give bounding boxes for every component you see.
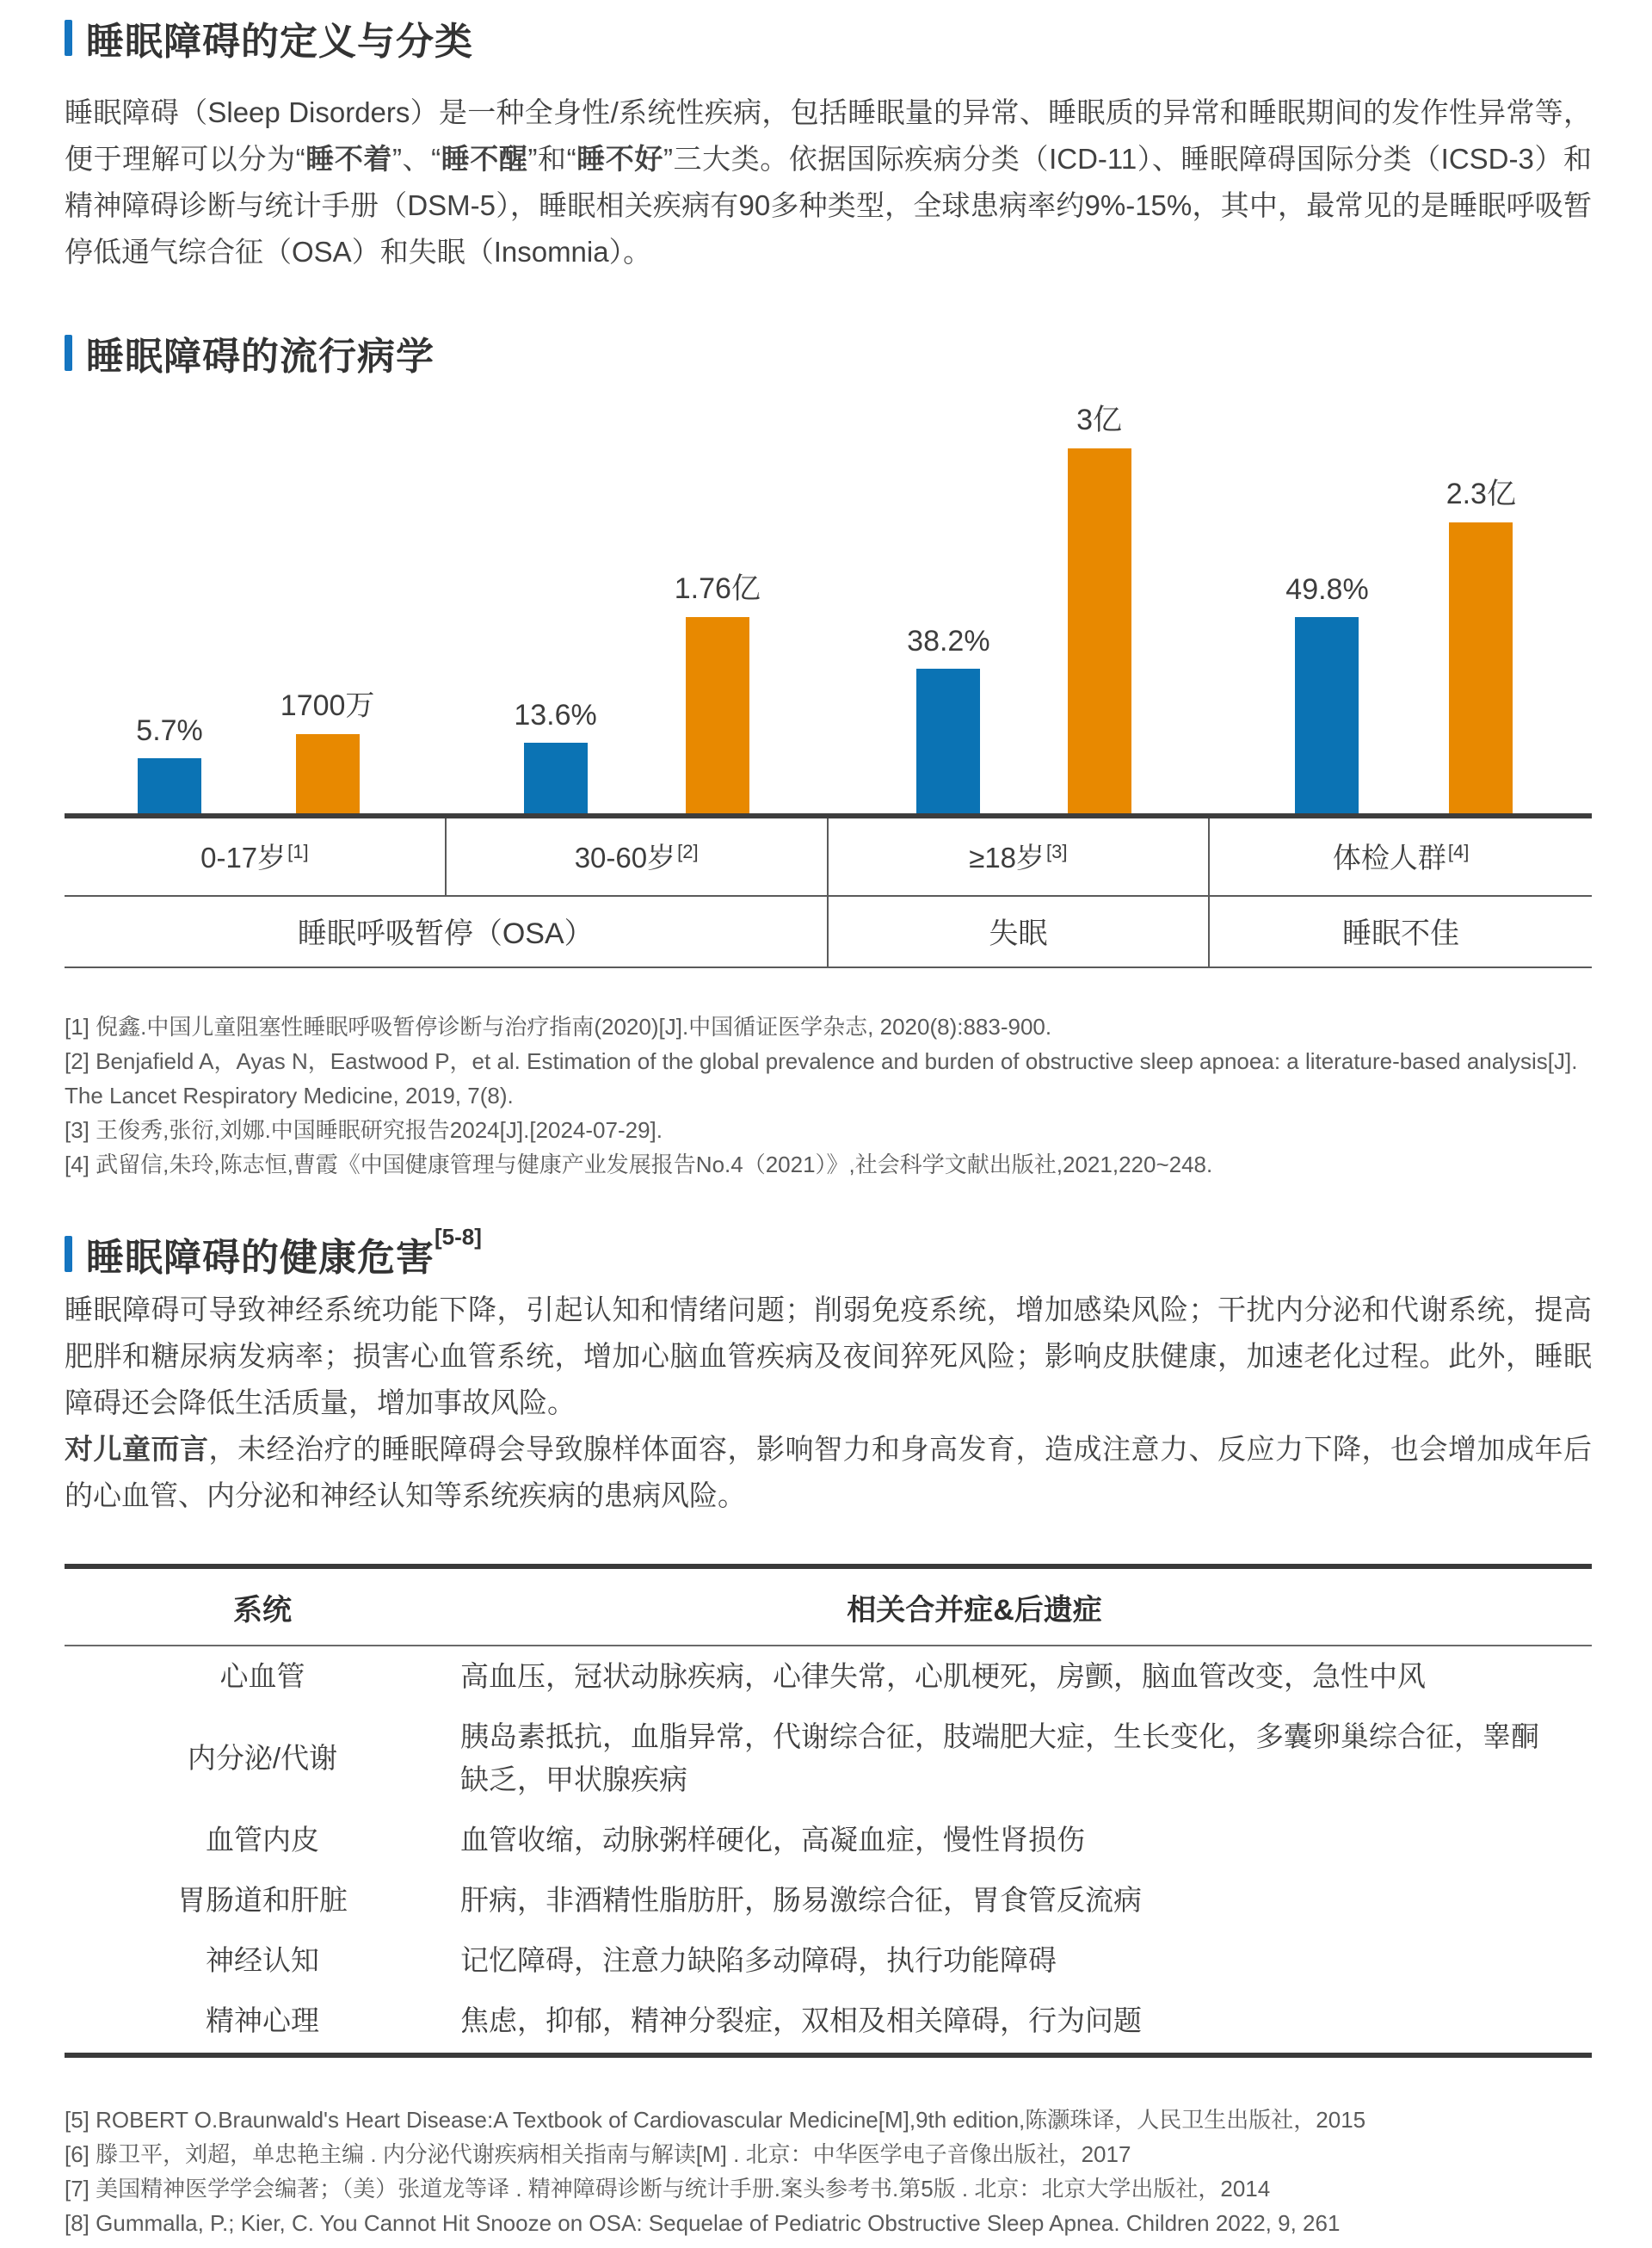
bar-value-label: 13.6%	[514, 699, 597, 732]
bar	[138, 758, 201, 813]
category-label-text: 30-60岁	[574, 842, 676, 874]
category-label	[829, 818, 1211, 895]
category-label	[65, 818, 447, 895]
text-run: ，未经治疗的睡眠障碍会导致腺样体面容，影响智力和身高发育，造成注意力、反应力下降，也会增加成年后的心血管、内分泌和神经认知等系统疾病的患病风险。	[65, 1433, 1592, 1511]
section-heading-health	[65, 1224, 1592, 1279]
bar-group	[907, 625, 989, 813]
bar-value-label: 49.8%	[1285, 573, 1369, 606]
section-heading-epidemiology	[65, 332, 1592, 378]
bar-value-label: 1.76亿	[674, 572, 761, 605]
chart-category-row	[65, 818, 1592, 897]
definition-paragraph	[65, 90, 1592, 275]
bar-group	[136, 714, 203, 813]
text-run-bold: 睡不醒	[441, 143, 528, 175]
table-row	[65, 1930, 1592, 1991]
table-row	[65, 1646, 1592, 1707]
table-row	[65, 1707, 1592, 1810]
category-label	[1210, 818, 1592, 895]
health-children-paragraph	[65, 1426, 1592, 1519]
bar-group	[1446, 470, 1516, 813]
table-body	[65, 1646, 1592, 2051]
heading-accent-bar	[65, 335, 72, 371]
chart-plot-area	[65, 374, 1592, 813]
reference-item: [6] 滕卫平，刘超，单忠艳主编 . 内分泌代谢疾病相关指南与解读[M] . 北京：中华医学电子音像出版社，2017	[65, 2141, 1131, 2167]
bar-value-label: 5.7%	[136, 714, 203, 747]
health-paragraph: 睡眠障碍可导致神经系统功能下降，引起认知和情绪问题；削弱免疫系统，增加感染风险；干扰内分泌和代谢系统，提高肥胖和糖尿病发病率；损害心血管系统，增加心脑血管疾病及夜间猝死风险；影响皮肤健康，加速老化过程。此外，睡眠障碍还会降低生活质量，增加事故风险。	[65, 1294, 1592, 1418]
table-cell-system: 神经认知	[206, 1944, 319, 1976]
table-cell-comorbidity: 焦虑，抑郁，精神分裂症，双相及相关障碍，行为问题	[460, 2004, 1142, 2036]
table-cell-system: 胃肠道和肝脏	[177, 1884, 348, 1916]
table-cell-system: 内分泌/代谢	[187, 1742, 338, 1774]
section-heading-definition	[65, 17, 1592, 63]
comorbidity-table	[65, 1564, 1592, 2058]
table-cell-comorbidity: 肝病，非酒精性脂肪肝，肠易激综合征，胃食管反流病	[460, 1884, 1142, 1916]
table-cell-system: 心血管	[219, 1660, 305, 1692]
table-cell-system: 精神心理	[206, 2004, 319, 2036]
table-row	[65, 1991, 1592, 2051]
bar-group	[514, 699, 596, 813]
text-run: ”、“	[391, 143, 441, 175]
bar-group	[1285, 573, 1368, 813]
bar-group	[280, 682, 375, 813]
reference-item: [8] Gummalla, P.; Kier, C. You Cannot Hit Snooze on OSA: Sequelae of Pediatric Obstructive Sleep Apnea. Children 2022, 9, 261	[65, 2210, 1341, 2236]
heading-accent-bar	[65, 1236, 72, 1272]
chart-column	[65, 374, 447, 813]
text-run: 睡眠障碍的健康危害	[86, 1237, 435, 1279]
chart-column	[1210, 374, 1592, 813]
chart-condition-group-row	[65, 897, 1592, 968]
reference-item: [4] 武留信,朱玲,陈志恒,曹霞《中国健康管理与健康产业发展报告No.4（2021）》,社会科学文献出版社,2021,220~248.	[65, 1152, 1213, 1177]
chart-column	[447, 374, 829, 813]
text-run-bold: 睡不着	[305, 143, 392, 175]
bar-value-label: 1700万	[280, 689, 375, 722]
table-cell-comorbidity: 记忆障碍，注意力缺陷多动障碍，执行功能障碍	[460, 1944, 1057, 1976]
table-bottom-border	[65, 2053, 1592, 2058]
bar	[1449, 522, 1513, 813]
table-cell-system: 血管内皮	[206, 1824, 319, 1856]
bar	[1068, 448, 1131, 813]
bar	[524, 743, 588, 813]
condition-group-label: 睡眠呼吸暂停（OSA）	[65, 897, 829, 967]
section-title-health	[86, 1226, 482, 1281]
references-epidemiology	[65, 1010, 1592, 1182]
text-run-bold: 对儿童而言	[65, 1433, 209, 1465]
category-label-text: ≥18岁	[969, 842, 1045, 874]
chart-column	[829, 374, 1211, 813]
table-cell-comorbidity: 胰岛素抵抗，血脂异常，代谢综合征，肢端肥大症，生长变化，多囊卵巢综合征，睾酮缺乏，甲状腺疾病	[460, 1720, 1539, 1795]
category-ref-superscript: [4]	[1447, 841, 1470, 862]
section-title-definition: 睡眠障碍的定义与分类	[86, 21, 473, 63]
bar-group	[675, 565, 761, 813]
reference-item: [2] Benjafield A，Ayas N，Eastwood P，et al. Estimation of the global prevalence and burden of obstructive sleep apnoea: a literature-based analysis[J]. The Lancet Respiratory Medicine, 2019, 7(8).	[65, 1048, 1578, 1109]
text-run-bold: 睡不好	[576, 143, 663, 175]
reference-item: [1] 倪鑫.中国儿童阻塞性睡眠呼吸暂停诊断与治疗指南(2020)[J].中国循证医学杂志, 2020(8):883-900.	[65, 1014, 1052, 1040]
table-cell-comorbidity: 高血压，冠状动脉疾病，心律失常，心肌梗死，房颤，脑血管改变，急性中风	[460, 1660, 1426, 1692]
epidemiology-bar-chart	[65, 374, 1592, 968]
bar	[916, 669, 980, 813]
table-header-row	[65, 1569, 1592, 1645]
category-ref-superscript: [1]	[287, 841, 309, 862]
category-label-text: 0-17岁	[200, 842, 287, 874]
reference-item: [7] 美国精神医学学会编著；（美）张道龙等译 . 精神障碍诊断与统计手册.案头参考书.第5版 . 北京：北京大学出版社，2014	[65, 2176, 1271, 2202]
bar	[296, 734, 360, 813]
bar	[1295, 617, 1359, 813]
section-title-epidemiology: 睡眠障碍的流行病学	[86, 336, 435, 378]
text-run: ”和“	[527, 143, 576, 175]
category-label	[447, 818, 829, 895]
bar-group	[1068, 396, 1131, 813]
condition-group-label: 睡眠不佳	[1342, 917, 1460, 950]
bar-value-label: 38.2%	[907, 625, 990, 658]
condition-group-label: 失眠	[829, 897, 1211, 967]
bar-value-label: 2.3亿	[1446, 478, 1516, 510]
category-label-text: 体检人群	[1332, 842, 1446, 874]
text-run: ”三大类。依据国际疾病分类（ICD-11）、睡眠障碍国际分类（ICSD-3）和精神障碍诊断与统计手册（DSM-5），睡眠相关疾病有90多种类型，全球患病率约9%-15%，其中，最常见的是睡眠呼吸暂停低通气综合征（OSA）和失眠（Insomnia）。	[65, 143, 1593, 268]
heading-accent-bar	[65, 20, 72, 56]
category-ref-superscript: [3]	[1046, 841, 1068, 862]
references-health	[65, 2103, 1592, 2240]
table-header-comorbidity: 相关合并症&后遗症	[847, 1593, 1102, 1627]
category-ref-superscript: [2]	[677, 841, 699, 862]
table-header-system: 系统	[233, 1593, 292, 1627]
text-run: 睡眠障碍（Sleep Disorders）是一种全身性/系统性疾病，包括睡眠量的异常、睡眠质的异常和睡眠期间的发作性异常等，便于理解可以分为“	[65, 96, 1592, 175]
table-cell-comorbidity: 血管收缩，动脉粥样硬化，高凝血症，慢性肾损伤	[460, 1824, 1085, 1856]
table-row	[65, 1810, 1592, 1870]
bar-value-label: 3亿	[1076, 404, 1123, 436]
section-title-superscript: [5-8]	[435, 1224, 482, 1251]
table-row	[65, 1870, 1592, 1930]
bar	[686, 617, 749, 813]
reference-item: [3] 王俊秀,张衍,刘娜.中国睡眠研究报告2024[J].[2024-07-29].	[65, 1117, 663, 1143]
reference-item: [5] ROBERT O.Braunwald's Heart Disease:A Textbook of Cardiovascular Medicine[M],9th edition,陈灏珠译，人民卫生出版社，2015	[65, 2107, 1366, 2133]
